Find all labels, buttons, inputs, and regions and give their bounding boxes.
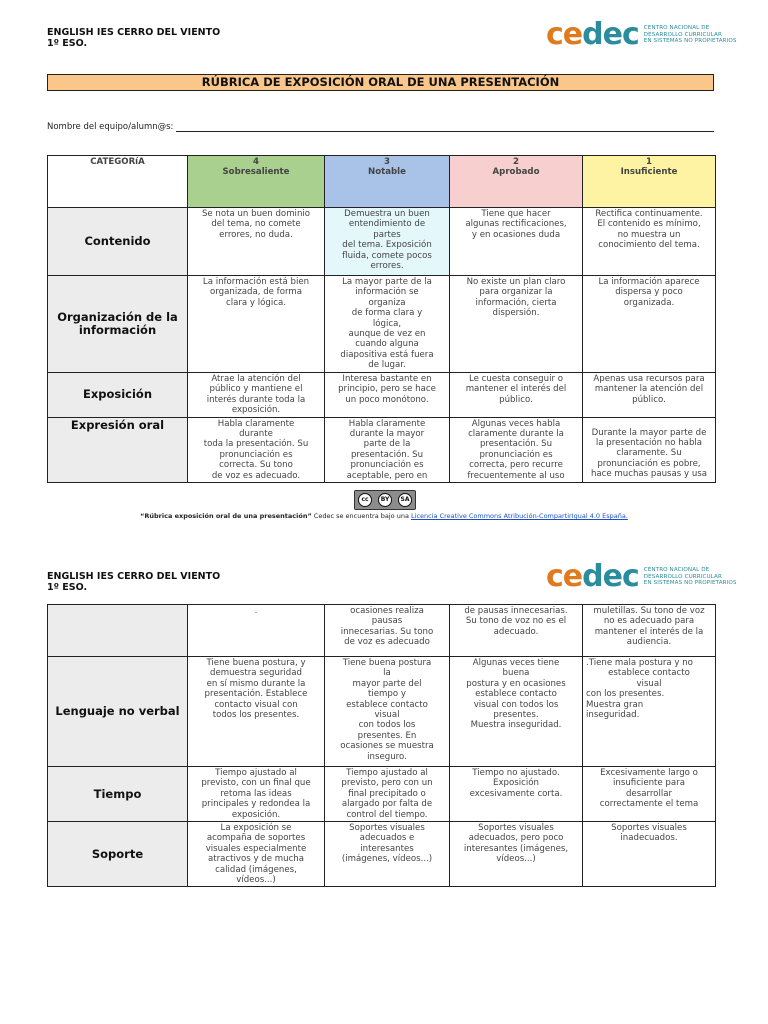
grade-label: 1º ESO. [47,582,88,593]
cell-line: Demuestra un buen [344,209,430,219]
rubric-cell [583,657,716,767]
table-row-expresion-oral [48,417,716,482]
license-link[interactable]: Licencia Creative Commons Atribución-CompartirIgual 4.0 España. [411,512,628,520]
cell-line: Rectifica continuamente. [595,209,703,219]
cell-line: Atrae la atención del [211,374,301,384]
cell-line: presentación. Establece [204,689,308,700]
cell-line: establece contacto [475,689,557,700]
cell-line: de pausas innecesarias. [464,606,568,616]
cell-line: Le cuesta conseguir o [469,374,563,384]
cell-line: la [383,668,391,679]
cell-line: La mayor parte de la [342,277,432,287]
cell-line: todos los presentes. [212,710,300,721]
cell-line: correcta, pero recurre [469,460,563,471]
cell-line: claramente. Su [616,448,682,459]
cell-line: algunas rectificaciones, [465,219,567,230]
cell-line: presentes. [493,710,539,721]
cell-line: la presentación no habla [595,438,703,449]
table-row-organizacion [48,276,716,373]
logo-word-left: ce [546,559,583,594]
cell-line: de forma clara y [351,308,423,319]
cell-line: de voz es adecuado [344,637,430,648]
cell-line: organizada, de forma [210,287,302,298]
rubric-table-page1 [47,155,716,483]
cell-line: control del tiempo. [346,809,428,820]
cell-line: exposición. [231,809,281,820]
category-cell: Tiempo [48,767,188,822]
rubric-cell [188,276,325,373]
logo-sub-line: EN SISTEMAS NO PROPIETARIOS [643,580,737,587]
cell-line: mayor parte del [352,678,422,689]
logo-word-left: ce [546,17,583,52]
cell-line: dispersa y poco [615,287,683,298]
cell-line: contacto visual con [214,699,298,710]
category-cell: Soporte [48,822,188,887]
logo-subtitle [644,25,737,45]
cell-line: Tiempo ajustado al [346,768,428,778]
rubric-cell [188,417,325,482]
cell-line: aceptable, pero en [346,470,428,481]
rubric-cell [325,417,450,482]
cell-line: No existe un plan claro [466,277,566,287]
rubric-cell [188,373,325,418]
cell-line: correcta. Su tono [219,460,293,471]
rubric-cell [450,276,583,373]
cell-line: mantener la atención del [594,384,704,395]
cell-line: adecuados, pero poco [468,833,564,844]
level-name: Aprobado [492,167,540,178]
rubric-cell [450,373,583,418]
cell-line: audiencia. [626,637,672,648]
rubric-cell [583,767,716,822]
cell-line: público y mantiene el [209,384,303,395]
category-cell [48,605,188,657]
cell-line: fluida, comete pocos [342,250,432,261]
header-row [48,156,716,208]
cell-line: toda la presentación. Su [203,439,309,450]
cell-line: en sí mismo durante la [206,678,306,689]
cell-line: interés durante toda la [206,394,306,405]
cell-line: inseguro. [367,751,407,762]
rubric-cell [188,767,325,822]
cell-line: adecuados e [359,833,415,844]
rubric-cell [325,822,450,887]
rubric-cell [325,276,450,373]
cell-line: previsto, con un final que [201,778,311,789]
logo-word-right: dec [582,17,639,52]
cell-line: exposición. [231,405,281,416]
cell-line: buena [502,668,530,679]
cell-line: final precipitado o [348,788,426,799]
cell-line: lógica, [372,318,402,329]
cell-line: La información aparece [598,277,700,287]
rubric-cell [583,417,716,482]
cell-line: Exposición [493,778,539,789]
table-row-contenido [48,208,716,276]
cell-line: innecesarias. Su tono [340,626,434,637]
cell-line [586,419,712,428]
logo-wordmark [546,17,639,52]
cell-line: no es adecuado para [603,616,695,627]
cell-line: Su tono de voz no es el [465,616,567,627]
cell-line: interesantes (imágenes, [463,843,569,854]
cedec-logo [546,559,737,594]
cell-line: Tiempo no ajustado. [472,768,560,778]
cell-line: de lugar. [368,360,406,371]
cell-line: organizada. [623,297,675,308]
level-num: 2 [513,157,519,167]
level-header-1 [583,156,716,208]
category-header: CATEGORíA [48,156,188,208]
cell-line: Interesa bastante en [342,374,432,384]
level-header-2 [450,156,583,208]
cell-line: y en ocasiones duda [471,229,561,240]
cell-line: vídeos...) [236,875,276,886]
cedec-logo [546,17,737,52]
cell-line: acompaña de soportes [206,833,306,844]
cell-line: Se nota un buen dominio [201,209,311,219]
cell-line: Apenas usa recursos para [593,374,705,384]
cell-line: clara y lógica. [226,297,286,308]
cell-line: mantener el interés del [465,384,567,395]
rubric-cell [450,417,583,482]
cell-line: Algunas veces tiene [472,658,560,668]
cell-line: pronunciación es pobre, [597,458,701,469]
cell-line: parte de la [363,439,411,450]
logo-sub-line: DESARROLLO CURRICULAR [643,31,722,38]
cell-line: durante la mayor [349,429,425,440]
cell-line: visual [636,678,662,689]
category-cell: Expresión oral [48,417,188,482]
cell-line: Tiene buena postura [342,658,432,668]
cell-line: errores, no duda. [219,229,293,240]
level-name: Sobresaliente [222,167,290,178]
rubric-cell [450,605,583,657]
level-num: 4 [253,157,259,167]
cell-line: información, cierta [475,297,557,308]
cell-line: no muestra un [617,229,681,240]
cell-line: Durante la mayor parte de [591,427,707,438]
rubric-cell [583,822,716,887]
level-name: Notable [368,167,406,178]
table-row-tiempo [48,767,716,822]
cell-line: Tiempo ajustado al [215,768,297,778]
cell-line: pronunciación es [350,460,424,471]
rubric-cell [450,208,583,276]
cell-line: visuales especialmente [205,843,307,854]
cell-line: desarrollar [625,788,673,799]
cell-line: inseguridad. [586,710,640,721]
cell-line: Tiene que hacer [481,209,551,219]
cell-line: calidad (imágenes, [215,864,297,875]
cell-line: del tema. Exposición [342,240,432,251]
cell-line: interesantes [360,843,414,854]
cell-line: retoma las ideas [220,788,292,799]
cell-line: presentes. En [357,730,417,741]
cell-line: partes [373,229,401,240]
cell-line: de voz es adecuado. [211,470,301,481]
table-row-exposicion [48,373,716,418]
cell-line: inadecuados. [620,833,678,844]
cell-line: organiza [368,297,406,308]
cell-line: Soportes visuales [349,823,425,834]
cell-line: diapositiva está fuera [340,349,434,360]
cell-line: aunque de vez en [348,329,426,340]
level-header-3 [325,156,450,208]
cell-line: visual con todos los [473,699,559,710]
rubric-cell [188,822,325,887]
school-name: ENGLISH IES CERRO DEL VIENTO [47,27,221,38]
license-notice [0,512,768,520]
sa-icon: SA [398,493,412,507]
cell-line: Soportes visuales [611,823,687,834]
cell-line: Soportes visuales [478,823,554,834]
cell-line: mantener el interés de la [594,626,704,637]
cell-line: El contenido es mínimo, [597,219,701,230]
license-quote-title: “Rúbrica exposición oral de una presentación” [140,512,312,520]
school-name: ENGLISH IES CERRO DEL VIENTO [47,571,221,582]
rubric-cell [450,657,583,767]
rubric-cell [450,822,583,887]
rubric-cell [325,373,450,418]
cell-line: frecuentemente al uso [467,470,565,481]
by-icon: BY [378,493,392,507]
table-row-expresion-oral-cont [48,605,716,657]
license-text: Cedec se encuentra bajo una [311,512,412,520]
logo-subtitle [644,567,737,587]
rubric-cell [188,657,325,767]
rubric-cell [583,276,716,373]
rubric-cell [583,605,716,657]
cell-line: conocimiento del tema. [598,240,700,251]
cell-line: adecuado. [493,626,539,637]
cell-line: con todos los [358,720,416,731]
grade-label: 1º ESO. [47,38,88,49]
cell-line: público. [632,394,666,405]
level-name: Insuficiente [620,167,678,178]
cell-line: demuestra seguridad [210,668,302,679]
cell-line: Muestra gran [586,699,644,710]
level-num: 3 [384,157,390,167]
cell-line: principales y redondea la [201,799,311,810]
cell-line: entendimiento de [348,219,426,230]
team-name-label: Nombre del equipo/alumn@s: [47,122,174,132]
cell-line: con los presentes. [586,689,665,700]
table-row-lenguaje-no-verbal [48,657,716,767]
rubric-title: RÚBRICA DE EXPOSICIÓN ORAL DE UNA PRESENTACIÓN [47,74,714,91]
cell-line: pronunciación es [219,449,293,460]
cell-line: claramente durante la [468,429,564,440]
cell-line: visual [374,710,400,721]
rubric-cell [325,767,450,822]
cell-line: del tema, no comete [211,219,301,230]
cell-line: para organizar la [479,287,553,298]
cell-line: Excesivamente largo o [600,768,698,778]
cell-line: vídeos...) [496,854,536,865]
cell-line: (imágenes, vídeos...) [341,854,433,865]
logo-sub-line: EN SISTEMAS NO PROPIETARIOS [643,38,737,45]
cell-line: pausas [371,616,403,627]
cell-line: previsto, pero con un [341,778,433,789]
rubric-cell [325,657,450,767]
rubric-cell [325,605,450,657]
logo-wordmark [546,559,639,594]
cell-line: hace muchas pausas y usa [590,469,708,480]
cell-line: muletillas. Su tono de voz [593,606,705,616]
cell-line: presentación. Su [479,439,553,450]
cell-line: tiempo y [368,689,406,700]
cell-line: durante [239,429,273,440]
cc-icon: cc [358,493,372,507]
cell-line: un poco monótono. [345,394,429,405]
level-num: 1 [646,157,652,167]
cell-line: . [254,606,258,616]
cell-line: Algunas veces habla [471,418,561,429]
cell-line: principio, pero se hace [338,384,436,395]
rubric-cell [188,605,325,657]
team-name-field [47,122,714,132]
rubric-cell [450,767,583,822]
cell-line: alargado por falta de [341,799,433,810]
logo-sub-line: CENTRO NACIONAL DE [643,567,710,574]
rubric-cell [583,208,716,276]
cell-line: establece contacto [608,668,690,679]
logo-word-right: dec [582,559,639,594]
cell-line: La información está bien [202,277,310,287]
level-header-4 [188,156,325,208]
cell-line: cuando alguna [355,339,419,350]
cell-line: dispersión. [492,308,540,319]
cell-line: excesivamente corta. [469,788,563,799]
category-cell: Organización de la información [48,276,188,373]
cell-line: correctamente el tema [599,799,699,810]
cell-line: Muestra inseguridad. [470,720,562,731]
cc-by-sa-icon[interactable] [354,490,416,510]
rubric-cell [583,373,716,418]
category-cell: Contenido [48,208,188,276]
rubric-cell [325,208,450,276]
school-header [47,571,220,593]
cell-line: pronunciación es [479,449,553,460]
logo-sub-line: DESARROLLO CURRICULAR [643,573,722,580]
logo-sub-line: CENTRO NACIONAL DE [643,25,710,32]
cell-line: Habla claramente [348,418,426,429]
cell-line: información se [355,287,419,298]
school-header [47,27,220,49]
category-cell: Exposición [48,373,188,418]
cell-line: presentación. Su [350,449,424,460]
rubric-table-page2 [47,604,716,887]
cell-line: establece contacto [346,699,428,710]
cell-line: ocasiones se muestra [340,741,434,752]
cell-line: ocasiones realiza [350,606,424,616]
cell-line: .Tiene mala postura y no [586,658,693,668]
cell-line: atractivos y de mucha [207,854,305,865]
cell-line: público. [499,394,533,405]
cell-line: errores. [370,261,404,272]
cell-line: Habla claramente [217,418,295,429]
category-cell: Lenguaje no verbal [48,657,188,767]
cell-line: postura y en ocasiones [466,678,566,689]
cc-license-badge[interactable] [354,490,416,510]
table-row-soporte [48,822,716,887]
rubric-cell [188,208,325,276]
team-name-blank[interactable] [176,122,714,132]
cell-line: La exposición se [220,823,292,834]
cell-line: insuficiente para [613,778,685,789]
cell-line: Tiene buena postura, y [206,658,306,668]
